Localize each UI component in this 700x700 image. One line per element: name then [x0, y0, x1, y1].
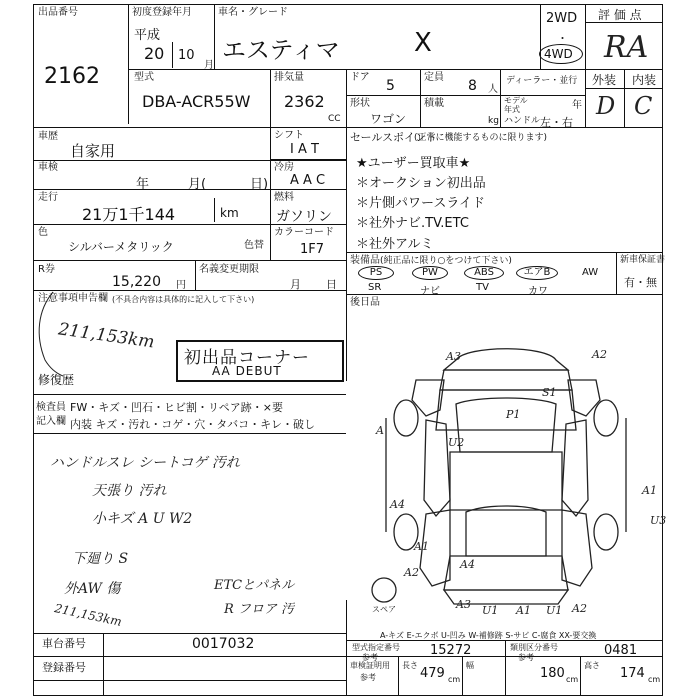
- first-reg-label: 初度登録年月: [132, 7, 192, 18]
- person-unit: 人: [488, 84, 498, 95]
- dmg-a2-bottom: A2: [404, 566, 419, 579]
- inspection-day: 日): [250, 177, 269, 192]
- color-value: シルバーメタリック: [68, 240, 174, 254]
- drive-sep: ・: [557, 32, 568, 45]
- hand-note-3: 小キズ A U W2: [92, 511, 193, 527]
- notes-label: 注意事項申告欄: [38, 293, 108, 304]
- category-sub: 参考: [518, 653, 534, 662]
- inspection-year: 年: [136, 177, 150, 192]
- type-label: 型式: [134, 72, 154, 83]
- height-unit: cm: [648, 675, 661, 684]
- fuel-value: ガソリン: [276, 209, 332, 225]
- hand-note-1: ハンドルスレ シートコゲ 汚れ: [50, 455, 240, 471]
- dmg-p1: P1: [506, 408, 521, 421]
- type-approval-value: 15272: [430, 643, 472, 658]
- doors: 5: [386, 78, 395, 94]
- equip-tv: TV: [476, 282, 489, 293]
- fuel-label: 燃料: [274, 192, 294, 203]
- drive-4wd: 4WD: [544, 47, 573, 61]
- expiry-month: 月: [290, 278, 301, 291]
- cc-unit: CC: [328, 114, 341, 124]
- equip-abs: ABS: [464, 266, 504, 280]
- exterior-score: D: [596, 92, 616, 120]
- car-damage-diagram: [346, 300, 667, 630]
- dmg-a1-c: A1: [516, 604, 531, 617]
- handle-label: ハンドル: [504, 116, 541, 126]
- model-grade-label: 車名・グレード: [218, 7, 288, 18]
- grade-score-label: 評 価 点: [598, 8, 642, 22]
- equipment-label: 装備品: [350, 255, 380, 266]
- cert-ref: 参考: [360, 673, 376, 682]
- hand-note-8: 211,153km: [53, 601, 123, 629]
- capacity: 8: [468, 78, 477, 94]
- diagram-label: 後日品: [350, 297, 380, 308]
- capacity-label: 定員: [424, 72, 444, 83]
- dmg-a1-right: A1: [642, 484, 657, 497]
- car-name: エスティマ: [222, 36, 340, 64]
- category-label: 類別区分番号: [510, 643, 558, 652]
- debut-line2: AA DEBUT: [212, 364, 282, 378]
- cert-label: 車検証明用: [350, 661, 390, 670]
- dmg-a4-bottom: A4: [460, 558, 475, 571]
- sales-label: セールスポイント: [350, 131, 438, 144]
- name-change-label: 名義変更期限: [199, 264, 259, 275]
- displacement: 2362: [284, 92, 325, 111]
- door-label: ドア: [350, 72, 370, 83]
- shape: ワゴン: [370, 112, 407, 126]
- check-row-2: 内装 キズ・汚れ・コゲ・穴・タバコ・キレ・破し: [70, 418, 316, 431]
- spare-label: スペア: [372, 605, 396, 614]
- dmg-a-left: A: [376, 424, 384, 437]
- repair-label: 修復歴: [38, 373, 75, 387]
- dmg-a1-bottom: A1: [414, 540, 429, 553]
- recycle-label: R券: [38, 264, 55, 275]
- dmg-u3: U3: [650, 514, 667, 527]
- debut-line1: 初出品コーナー: [184, 348, 310, 368]
- type-approval-sub: 参考: [362, 653, 378, 662]
- interior-label: 内装: [632, 73, 657, 87]
- inspection-month: 月(: [188, 177, 207, 192]
- sales-sub: (正常に機能するものに限ります): [414, 133, 548, 143]
- hand-note-2: 天張り 汚れ: [92, 483, 167, 499]
- load-label: 積載: [424, 98, 444, 109]
- color-change-label: 色替: [244, 240, 264, 251]
- lot-label: 出品番号: [38, 7, 78, 18]
- dmg-a3-bottom: A3: [456, 598, 471, 611]
- sales-item-3: ＊片側パワースライド: [356, 196, 485, 211]
- kg-unit: kg: [488, 116, 499, 126]
- notes-sub: (不具合内容は具体的に記入して下さい): [112, 295, 255, 304]
- ac-value: A A C: [290, 173, 326, 188]
- equip-navi: ナビ: [420, 286, 440, 297]
- sales-item-5: ＊社外アルミ: [356, 237, 434, 252]
- recycle-unit: 円: [176, 280, 186, 291]
- history-value: 自家用: [70, 142, 116, 160]
- month-unit: 月: [204, 60, 214, 71]
- hand-note-5: 外AW 傷: [64, 581, 121, 597]
- shift-label: シフト: [274, 130, 304, 141]
- dmg-u1-a: U1: [482, 604, 499, 617]
- reg-month: 10: [178, 48, 195, 63]
- hand-note-4: 下廻り S: [72, 551, 129, 567]
- hand-note-6: ETCとパネル: [214, 578, 295, 593]
- height-label: 高さ: [584, 661, 600, 670]
- displacement-label: 排気量: [274, 72, 304, 83]
- notes-mileage-hand: 211,153km: [57, 319, 156, 353]
- chassis-label: 車台番号: [42, 637, 86, 650]
- model-type: DBA-ACR55W: [142, 92, 251, 111]
- width-label: 幅: [466, 661, 474, 670]
- expiry-day: 日: [326, 278, 337, 291]
- equip-sr: SR: [368, 282, 382, 293]
- ac-label: 冷房: [274, 162, 294, 173]
- length-label: 長さ: [402, 661, 418, 670]
- handle: 左・右: [540, 116, 573, 129]
- check-label-2: 記入欄: [36, 416, 66, 427]
- dmg-s1: S1: [542, 386, 557, 399]
- color-label: 色: [38, 227, 48, 238]
- hand-note-7: R フロア 汚: [224, 602, 295, 617]
- dmg-a3-top: A3: [446, 350, 461, 363]
- recycle-value: 15,220: [112, 274, 161, 290]
- interior-score: C: [634, 92, 653, 120]
- equip-leather: カワ: [528, 286, 548, 297]
- width-unit: cm: [566, 675, 579, 684]
- chassis-number: 0017032: [192, 636, 255, 652]
- width-value: 180: [540, 666, 565, 681]
- exterior-label: 外装: [592, 73, 617, 87]
- year-unit: 年: [572, 100, 582, 111]
- lot-number: 2162: [44, 64, 100, 89]
- equip-pw: PW: [412, 266, 448, 280]
- inspection-label: 車検: [38, 162, 58, 173]
- drive-2wd: 2WD: [546, 11, 578, 26]
- history-label: 車歴: [38, 131, 58, 142]
- equip-ps: PS: [358, 266, 394, 280]
- shift-value: I A T: [290, 142, 319, 157]
- damage-legend: A-キズ E-エクボ U-凹み W-補修跡 S-サビ C-腐食 XX-要交換: [380, 631, 597, 640]
- equip-aw: AW: [582, 267, 599, 278]
- dmg-a2-c: A2: [572, 602, 587, 615]
- color-code-label: カラーコード: [274, 227, 334, 238]
- grade: X: [414, 28, 432, 58]
- type-approval-label: 型式指定番号: [352, 643, 400, 652]
- check-label-1: 検査員: [36, 402, 66, 413]
- notes-pen-stroke: [33, 290, 73, 380]
- sales-item-1: ★ユーザー買取車★: [356, 156, 471, 171]
- warranty-label: 新車保証書: [620, 255, 666, 265]
- reg-year: 20: [144, 44, 165, 63]
- registration-label: 登録番号: [42, 661, 86, 674]
- mileage-label: 走行: [38, 192, 58, 203]
- sales-item-4: ＊社外ナビ.TV.ETC: [356, 216, 469, 231]
- color-code: 1F7: [300, 242, 325, 257]
- dmg-a2-top: A2: [592, 348, 607, 361]
- length-unit: cm: [448, 675, 461, 684]
- dealer-label: ディーラー・並行: [506, 76, 578, 86]
- equipment-sub: (純正品に限り○をつけて下さい): [380, 256, 512, 266]
- era: 平成: [134, 28, 161, 43]
- shape-label: 形状: [350, 98, 370, 109]
- dmg-a4-left: A4: [390, 498, 405, 511]
- model-year-label: モデル 年式: [504, 96, 528, 114]
- dmg-u1-b: U1: [546, 604, 563, 617]
- length-value: 479: [420, 666, 445, 681]
- sales-item-2: ＊オークション初出品: [356, 176, 486, 191]
- mileage-unit: km: [220, 206, 239, 220]
- dmg-u2: U2: [448, 436, 465, 449]
- height-value: 174: [620, 666, 645, 681]
- warranty-value: 有・無: [624, 276, 657, 289]
- equip-airbag: エアB: [516, 266, 558, 280]
- grade-score: RA: [604, 30, 649, 65]
- category-value: 0481: [604, 643, 638, 658]
- mileage-value: 21万1千144: [82, 205, 176, 224]
- check-row-1: FW・キズ・凹石・ヒビ割・リペア跡・×要: [70, 401, 283, 414]
